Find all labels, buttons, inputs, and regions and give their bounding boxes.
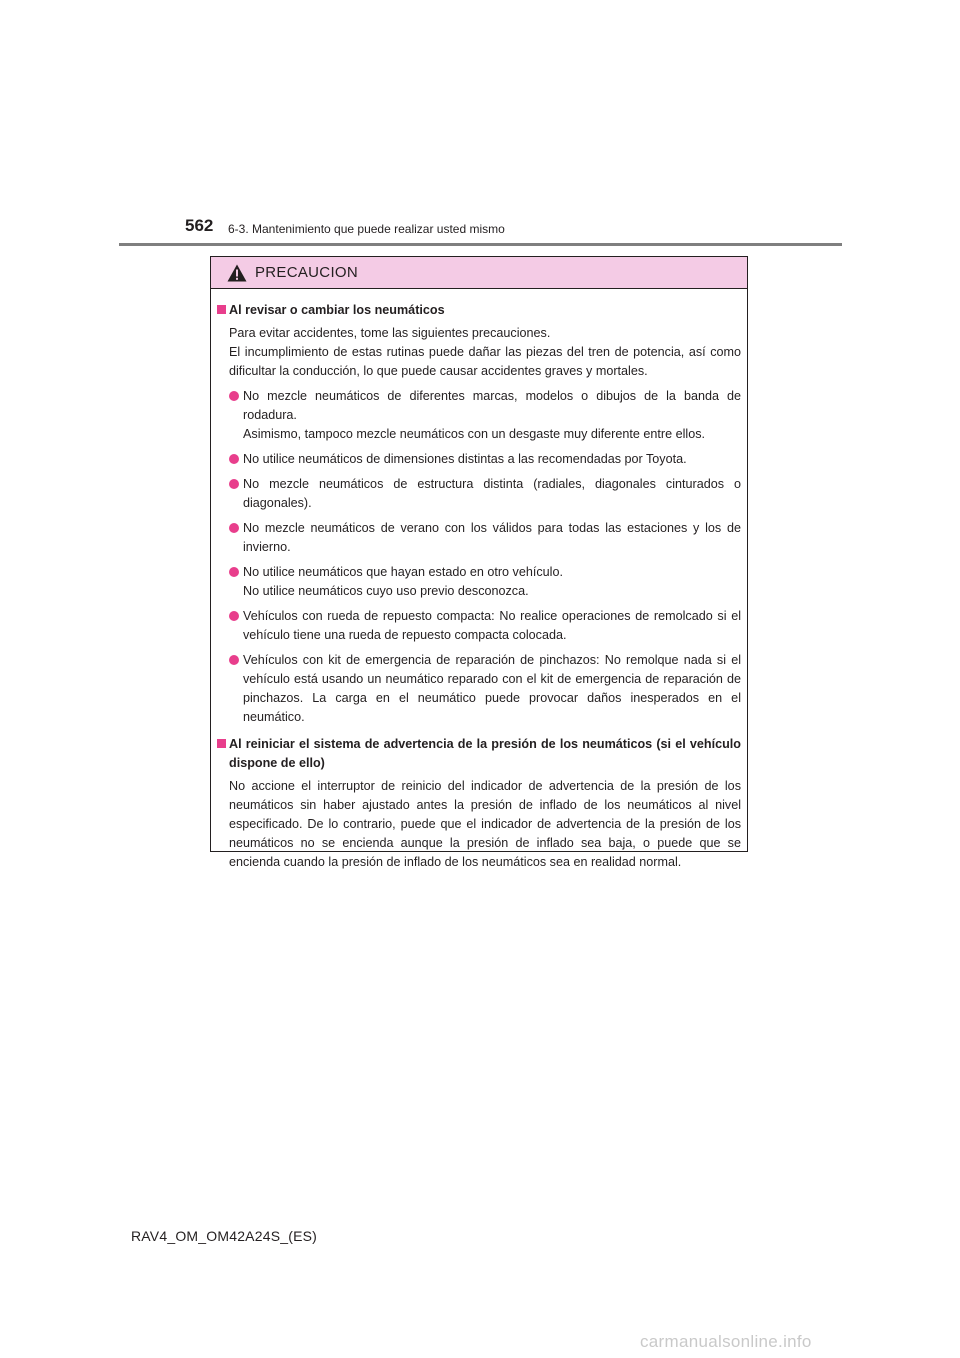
- list-item: [217, 651, 741, 727]
- bullet-dot-icon: [229, 611, 239, 621]
- caution-box: [210, 256, 748, 869]
- square-bullet-icon: [217, 305, 226, 314]
- section-heading-pressure-reset: [217, 735, 741, 773]
- list-item-text: Vehículos con rueda de repuesto compacta: No realice operaciones de remolcado si el vehículo tiene una rueda de repuesto compacta colocada.: [243, 609, 741, 642]
- document-code: RAV4_OM_OM42A24S_(ES): [131, 1228, 318, 1244]
- caution-header: [211, 257, 747, 289]
- list-item-text: No utilice neumáticos que hayan estado en otro vehículo.: [243, 565, 563, 579]
- bullet-dot-icon: [229, 523, 239, 533]
- list-item-text: No mezcle neumáticos de estructura distinta (radiales, diagonales cinturados o diagonales).: [243, 477, 741, 510]
- intro-line: Para evitar accidentes, tome las siguientes precauciones.: [229, 326, 551, 340]
- section-heading-text: Al revisar o cambiar los neumáticos: [229, 303, 445, 317]
- bullet-dot-icon: [229, 479, 239, 489]
- list-item: [217, 607, 741, 645]
- watermark: carmanualsonline.info: [640, 1332, 812, 1351]
- list-item: [217, 475, 741, 513]
- intro-paragraph: [217, 324, 741, 381]
- bullet-dot-icon: [229, 655, 239, 665]
- list-item-text: Asimismo, tampoco mezcle neumáticos con un desgaste muy diferente entre ellos.: [243, 427, 705, 441]
- page-number: 562: [185, 216, 214, 235]
- square-bullet-icon: [217, 739, 226, 748]
- list-item-text: No utilice neumáticos cuyo uso previo desconozca.: [243, 584, 529, 598]
- bullet-dot-icon: [229, 567, 239, 577]
- section-title: 6-3. Mantenimiento que puede realizar usted mismo: [228, 222, 505, 236]
- intro-line: El incumplimiento de estas rutinas puede dañar las piezas del tren de potencia, así como dificultar la conducción, lo que puede causar accidentes graves y mortales.: [229, 345, 741, 378]
- list-item: [217, 387, 741, 444]
- caution-body: [211, 289, 747, 872]
- list-item-text: Vehículos con kit de emergencia de reparación de pinchazos: No remolque nada si el vehículo está usando un neumático reparado con el kit de emergencia de reparación de pinchazos. La carga en el neumático puede provocar daños inesperados en el neumático.: [243, 653, 741, 724]
- bullet-dot-icon: [229, 454, 239, 464]
- page-header: [185, 216, 785, 240]
- list-item-text: No mezcle neumáticos de diferentes marcas, modelos o dibujos de la banda de rodadura.: [243, 389, 741, 422]
- list-item-text: No mezcle neumáticos de verano con los válidos para todas las estaciones y los de invierno.: [243, 521, 741, 554]
- list-item-text: No utilice neumáticos de dimensiones distintas a las recomendadas por Toyota.: [243, 452, 687, 466]
- caution-title: PRECAUCION: [255, 264, 359, 281]
- list-item: [217, 450, 741, 469]
- pressure-reset-paragraph: No accione el interruptor de reinicio del indicador de advertencia de la presión de los neumáticos sin haber ajustado antes la presión de inflado de los neumáticos al nivel especificado. De lo contrario, puede que el indicador de advertencia de la presión de los neumáticos no se encienda aunque la presión de inflado sea baja, o puede que se encienda cuando la presión de inflado de los neumáticos sea en realidad normal.: [229, 779, 741, 869]
- warning-triangle-icon: [227, 264, 247, 282]
- section-heading-tires: [217, 301, 741, 320]
- section-heading-text: Al reiniciar el sistema de advertencia de la presión de los neumáticos (si el vehículo dispone de ello): [229, 737, 741, 770]
- list-item: [217, 519, 741, 557]
- bullet-dot-icon: [229, 391, 239, 401]
- header-divider: [119, 243, 842, 246]
- list-item: [217, 563, 741, 601]
